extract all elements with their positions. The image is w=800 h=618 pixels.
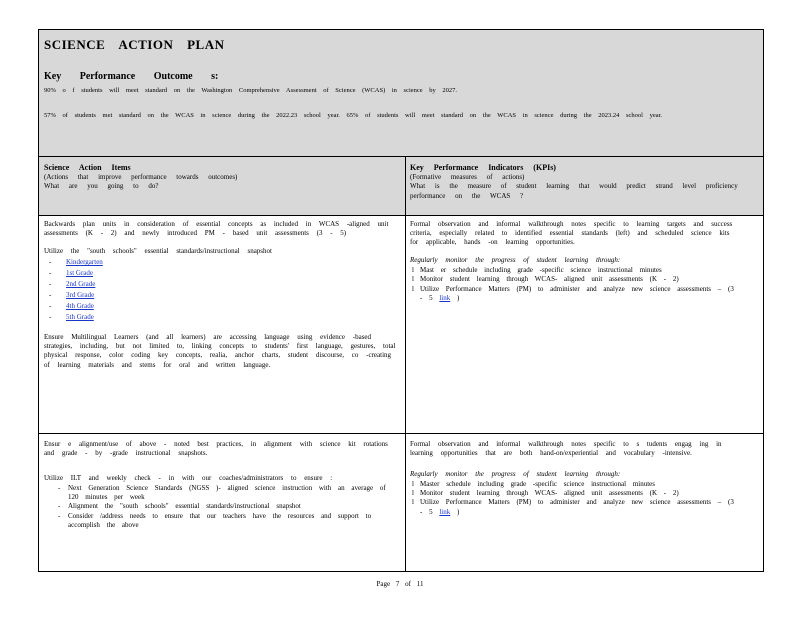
row1-kpi-list (410, 266, 740, 302)
row2-dash-3: Consider /address needs to ensure that our teachers have the resources and support to accomplish the above (68, 511, 372, 529)
row2-left-paragraph-2: Utilize ILT and weekly check - in with our coaches/administrators to ensure : (44, 474, 333, 483)
kpo-text-1: 90% o f students will meet standard on the Washington Comprehensive Assessment of Science (WCAS) in science by 2027. (44, 87, 458, 94)
row2-left-paragraph-1: Ensur e alignment/use of above - noted best practices, in alignment with science kit rotations and grade - by -grade instructional snapshots. (44, 440, 388, 458)
column-headers (39, 157, 763, 216)
row1-kpi-2: Monitor student learning through WCAS- aligned unit assessments (K - 2) (420, 275, 679, 284)
grade-link-kindergarten[interactable]: Kindergarten (66, 258, 103, 267)
list-item: l Utilize Performance Matters (PM) to administer and analyze new science assessments – (3 - 5 link ) (410, 498, 740, 516)
list-item (44, 269, 399, 280)
list-item (44, 280, 399, 291)
list-item (410, 480, 740, 489)
row1-assessment-link[interactable]: link (439, 293, 451, 302)
grade-links-list (44, 258, 399, 324)
column-divider (405, 157, 406, 571)
list-item (56, 502, 399, 511)
list-item (44, 258, 399, 269)
right-column-sub-2: What is the measure of student learning that would predict strand level proficiency performance on the WCAS ? (410, 182, 738, 200)
right-column-sub-1: (Formative measures of actions) (410, 173, 525, 182)
row2-dash-2: Alignment the "south schools" essential standards/instructional snapshot (68, 502, 301, 511)
list-item (44, 302, 399, 313)
row2-dash-1: Next Generation Science Standards (NGSS )- aligned science instruction with an average of 120 minutes per week (68, 484, 386, 502)
list-item (44, 291, 399, 302)
page-title: SCIENCE ACTION PLAN (44, 37, 225, 52)
row2-dash-list (56, 484, 399, 529)
row-divider (39, 433, 763, 434)
list-item (410, 489, 740, 498)
row1-kpi-1: Mast er schedule including grade -specific science instructional minutes (420, 266, 662, 275)
row2-kpi-list (410, 480, 740, 516)
grade-link-2nd[interactable]: 2nd Grade (66, 280, 96, 289)
row2-action-items (44, 440, 399, 530)
row1-left-paragraph-2: Utilize the "south schools" essential standards/instructional snapshot (44, 247, 272, 256)
right-column-title: Key Performance Indicators (KPIs) (410, 163, 556, 172)
list-item (44, 313, 399, 324)
row1-kpis (410, 220, 740, 303)
list-item (410, 275, 740, 284)
row1-right-paragraph-1: Formal observation and informal walkthrough notes specific to learning targets and success criteria, especially related to identified essential standards (left) and scheduled science kits for applicable, hands -on learning opportunities. (410, 220, 733, 247)
row2-kpi-1: Master schedule including grade -specific science instructional minutes (420, 480, 656, 489)
row2-right-paragraph-1: Formal observation and informal walkthrough notes specific to s tudents engag ing in learning opportunities that are both hand-on/experiential and vocabulary -intensive. (410, 440, 722, 458)
list-item (56, 484, 399, 502)
grade-link-3rd[interactable]: 3rd Grade (66, 291, 95, 300)
row2-right-paragraph-2: Regularly monitor the progress of student learning through: (410, 470, 621, 479)
row2-kpi-2: Monitor student learning through WCAS- aligned unit assessments (K - 2) (420, 489, 679, 498)
grade-link-1st[interactable]: 1st Grade (66, 269, 94, 278)
list-item (56, 512, 399, 530)
left-column-title: Science Action Items (44, 163, 131, 172)
row2-kpis (410, 440, 740, 517)
kpo-text-2: 57% of students met standard on the WCAS in science during the 2022.23 school year. 65% of students will meet standard on the WCAS in science during the 2023.24 school year. (44, 112, 663, 119)
row2-assessment-link[interactable]: link (439, 507, 451, 516)
row1-left-paragraph-1: Backwards plan units in consideration of essential concepts as included in WCAS -aligned unit assessments (K - 2) and newly introduced PM - based unit assessments (3 - 5) (44, 220, 389, 238)
row1-kpi-3: Utilize Performance Matters (PM) to administer and analyze new science assessments – (3 - 5 (420, 284, 734, 302)
left-column-sub-1: (Actions that improve performance towards outcomes) (44, 173, 238, 182)
left-column-sub-2: What are you going to do? (44, 182, 159, 191)
page-number: Page 7 of 11 (376, 580, 424, 588)
row1-right-paragraph-2: Regularly monitor the progress of student learning through: (410, 256, 621, 265)
action-plan-table (38, 29, 764, 572)
grade-link-4th[interactable]: 4th Grade (66, 302, 94, 311)
grade-link-5th[interactable]: 5th Grade (66, 313, 94, 322)
row2-kpi-3: Utilize Performance Matters (PM) to administer and analyze new science assessments – (3 - 5 (420, 498, 734, 516)
row1-action-items (44, 220, 399, 370)
list-item: l Utilize Performance Matters (PM) to administer and analyze new science assessments – (3 - 5 link ) (410, 285, 740, 303)
row1-left-paragraph-3: Ensure Multilingual Learners (and all learners) are accessing language using evidence -based strategies, including, but not limited to, linking concepts to students' first language, gestures, total physical response, color coding key concepts, realia, anchor charts, student discourse, co -creating of learning materials and stems for oral and written language. (44, 333, 396, 369)
kpo-label: Key Performance Outcome s: (44, 71, 219, 82)
list-item (410, 266, 740, 275)
plan-header (39, 30, 763, 157)
